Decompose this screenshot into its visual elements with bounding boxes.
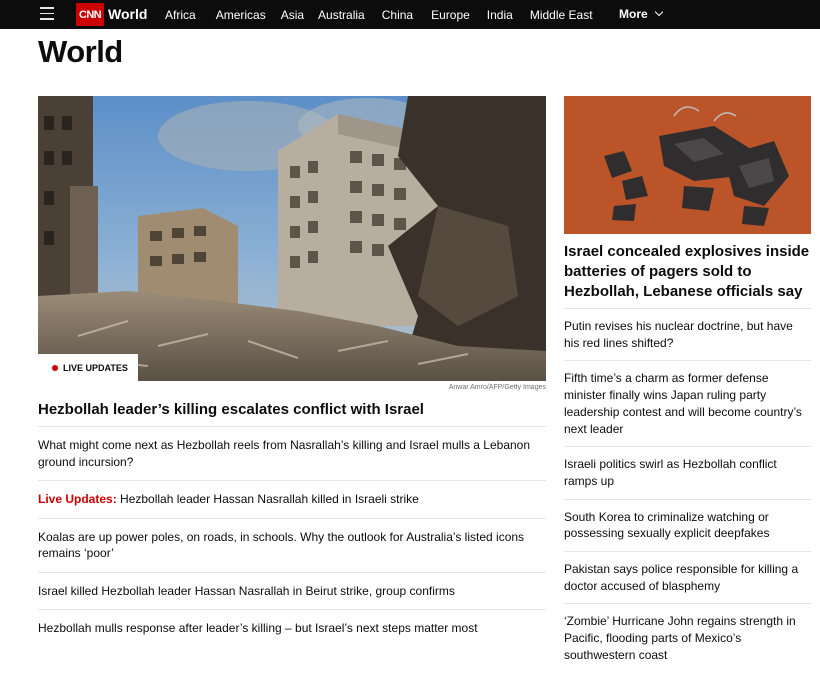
list-item[interactable] xyxy=(38,518,546,572)
list-item-text: What might come next as Hezbollah reels from Nasrallah’s killing and Israel mulls a Lebanon ground incursion? xyxy=(38,438,531,469)
list-item[interactable] xyxy=(38,572,546,610)
nav-section-title[interactable]: World xyxy=(108,6,148,22)
image-credit: Anwar Amro/AFP/Getty Images xyxy=(448,384,546,391)
list-item-text: Israel killed Hezbollah leader Hassan Nasrallah in Beirut strike, group confirms xyxy=(38,583,455,598)
cnn-logo[interactable]: CNN xyxy=(76,3,104,26)
list-item-text: Koalas are up power poles, on roads, in schools. Why the outlook for Australia’s listed icons remains ‘poor’ xyxy=(38,529,525,560)
live-updates-badge[interactable] xyxy=(38,354,138,381)
nav-link-americas[interactable]: Americas xyxy=(215,7,266,22)
menu-icon[interactable] xyxy=(40,7,54,20)
list-item[interactable]: Fifth time’s a charm as former defense minister finally wins Japan ruling party leadership contest and will become country’s next leader xyxy=(564,360,811,446)
top-nav xyxy=(0,0,820,29)
side-story-image[interactable] xyxy=(564,96,811,234)
nav-link-africa[interactable]: Africa xyxy=(165,7,196,22)
list-item[interactable]: Israeli politics swirl as Hezbollah conflict ramps up xyxy=(564,446,811,498)
nav-link-china[interactable]: China xyxy=(381,7,414,22)
list-item[interactable] xyxy=(38,609,546,647)
lead-image-illustration xyxy=(38,96,546,381)
list-item[interactable]: Pakistan says police responsible for killing a doctor accused of blasphemy xyxy=(564,551,811,603)
live-updates-label-inline: Live Updates: xyxy=(38,492,117,506)
list-item-text: Hezbollah mulls response after leader’s killing – but Israel’s next steps matter most xyxy=(38,621,478,635)
side-headline[interactable]: Israel concealed explosives inside batteries of pagers sold to Hezbollah, Lebanese officials say xyxy=(564,243,810,300)
lead-story-list xyxy=(38,426,546,647)
nav-link-india[interactable]: India xyxy=(486,7,513,22)
list-item[interactable]: ‘Zombie’ Hurricane John regains strength in Pacific, flooding parts of Mexico’s southwestern coast xyxy=(564,603,811,672)
live-dot-icon xyxy=(52,365,58,371)
lead-story-image[interactable] xyxy=(38,96,546,381)
list-item[interactable] xyxy=(38,480,546,518)
page-title: World xyxy=(38,34,123,69)
nav-more-button[interactable] xyxy=(619,7,662,21)
list-item[interactable] xyxy=(38,426,546,480)
nav-link-middle-east[interactable]: Middle East xyxy=(529,7,593,22)
live-updates-label: LIVE UPDATES xyxy=(63,362,128,373)
side-story-list xyxy=(564,308,811,673)
nav-more-label: More xyxy=(619,7,648,21)
nav-link-europe[interactable]: Europe xyxy=(431,7,470,22)
nav-link-asia[interactable]: Asia xyxy=(280,7,305,22)
pager-debris-illustration xyxy=(564,96,811,234)
nav-link-australia[interactable]: Australia xyxy=(318,7,365,22)
chevron-down-icon xyxy=(654,8,662,16)
nav-links xyxy=(165,0,593,29)
list-item[interactable]: South Korea to criminalize watching or possessing sexually explicit deepfakes xyxy=(564,499,811,551)
list-item-text: Hezbollah leader Hassan Nasrallah killed in Israeli strike xyxy=(116,492,419,506)
lead-headline[interactable]: Hezbollah leader’s killing escalates conflict with Israel xyxy=(38,401,424,418)
list-item[interactable]: Putin revises his nuclear doctrine, but have his red lines shifted? xyxy=(564,308,811,360)
